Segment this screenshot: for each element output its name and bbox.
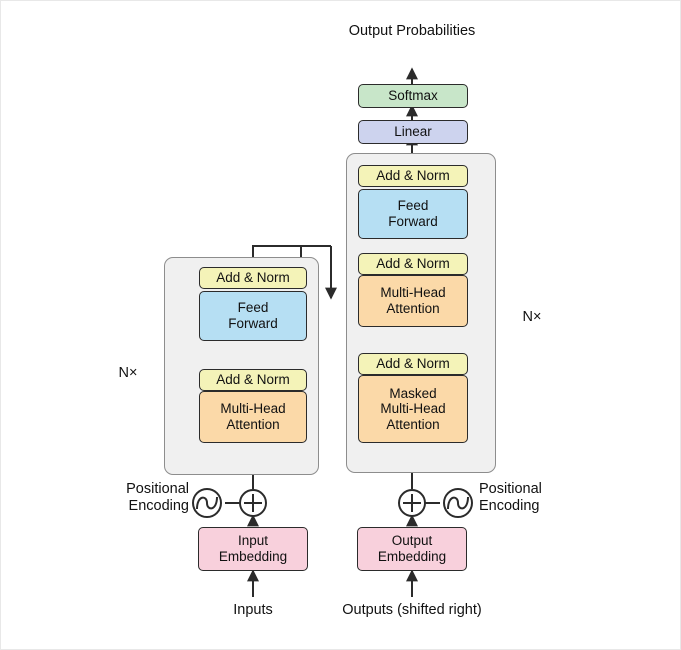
input-embedding-line1: Input [237, 533, 269, 549]
decoder-feed-forward-line2: Forward [388, 214, 438, 229]
input-embedding-line2: Embedding [218, 549, 288, 564]
positional-encoding-right-label [479, 481, 599, 516]
softmax-block[interactable] [358, 84, 468, 108]
linear-block[interactable] [358, 120, 468, 144]
decoder-cross-attention[interactable] [358, 275, 468, 327]
outputs-label [342, 602, 482, 619]
positional-encoding-left-line1: Positional [126, 481, 189, 497]
decoder-add-norm-mid[interactable] [358, 253, 468, 275]
linear-label: Linear [394, 124, 432, 140]
encoder-attention-line1: Multi-Head [220, 401, 286, 417]
encoder-self-attention[interactable] [199, 391, 307, 443]
sine-wave-icon-right [444, 489, 472, 517]
outputs-line2: (shifted right) [397, 602, 482, 618]
softmax-label: Softmax [388, 88, 438, 104]
output-probabilities-line1: Output [348, 23, 393, 39]
decoder-attention-line2: Attention [386, 301, 440, 316]
positional-encoding-right-line1: Positional [479, 481, 542, 497]
positional-encoding-left-line2: Encoding [128, 498, 189, 515]
connector-layer [1, 1, 681, 650]
encoder-add-norm-bottom-label: Add & Norm [216, 372, 290, 388]
decoder-add-norm-top-label: Add & Norm [376, 168, 450, 184]
output-embedding-line2: Embedding [377, 549, 447, 564]
positional-encoding-right-line2: Encoding [479, 498, 540, 515]
encoder-feed-forward-line2: Forward [228, 316, 278, 331]
inputs-text: Inputs [233, 602, 273, 618]
output-probabilities-line2: Probabilities [396, 23, 476, 39]
encoder-add-norm-top[interactable] [199, 267, 307, 289]
inputs-label [193, 602, 313, 619]
sine-wave-icon-left [193, 489, 221, 517]
decoder-feed-forward-line1: Feed [397, 198, 429, 214]
output-embedding-line1: Output [391, 533, 433, 549]
nx-left-label [105, 365, 151, 382]
decoder-masked-attention[interactable] [358, 375, 468, 443]
decoder-add-norm-mid-label: Add & Norm [376, 256, 450, 272]
decoder-add-norm-bottom[interactable] [358, 353, 468, 375]
decoder-add-norm-top[interactable] [358, 165, 468, 187]
decoder-masked-attention-line1: Masked [389, 385, 437, 401]
output-probabilities-label [342, 23, 482, 40]
output-embedding-block[interactable] [357, 527, 467, 571]
input-embedding-block[interactable] [198, 527, 308, 571]
encoder-attention-line2: Attention [226, 417, 280, 432]
encoder-feed-forward[interactable] [199, 291, 307, 341]
nx-left-text: N× [118, 365, 138, 381]
decoder-feed-forward[interactable] [358, 189, 468, 239]
outputs-line1: Outputs [342, 602, 394, 618]
encoder-feed-forward-line1: Feed [237, 300, 269, 316]
decoder-masked-attention-line2: Multi-Head [380, 401, 446, 417]
positional-encoding-left-label [81, 481, 189, 516]
decoder-add-norm-bottom-label: Add & Norm [376, 356, 450, 372]
nx-right-text: N× [522, 309, 542, 325]
encoder-add-norm-top-label: Add & Norm [216, 270, 290, 286]
encoder-add-norm-bottom[interactable] [199, 369, 307, 391]
decoder-attention-line1: Multi-Head [380, 285, 446, 301]
nx-right-label [509, 309, 555, 326]
decoder-masked-attention-line3: Attention [386, 416, 440, 432]
